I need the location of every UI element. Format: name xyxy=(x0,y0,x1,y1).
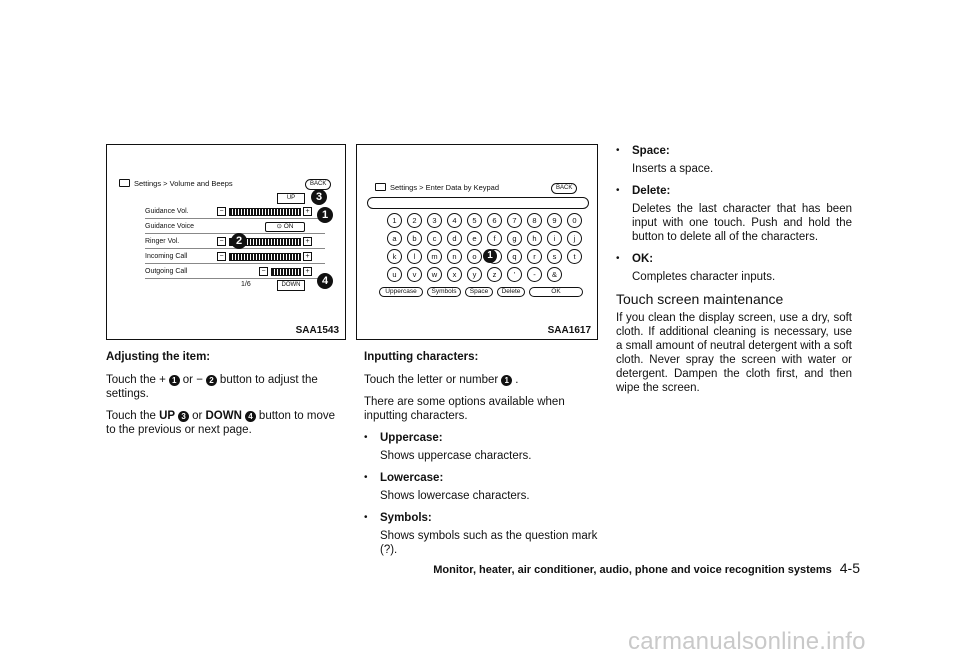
back-button: BACK xyxy=(305,179,331,190)
page-indicator: 1/6 xyxy=(241,281,251,288)
number-3-icon: 3 xyxy=(178,411,189,422)
key-row3-9: t xyxy=(567,249,582,264)
key-row2-0: a xyxy=(387,231,402,246)
key-row4-2: w xyxy=(427,267,442,282)
key-row1-7: 8 xyxy=(527,213,542,228)
number-2-icon: 2 xyxy=(206,375,217,386)
plus-icon: + xyxy=(303,207,312,216)
uppercase-button: Uppercase xyxy=(379,287,423,297)
key-row1-3: 4 xyxy=(447,213,462,228)
list-item-desc: Inserts a space. xyxy=(632,163,714,175)
key-row4-6: ' xyxy=(507,267,522,282)
key-row1-8: 9 xyxy=(547,213,562,228)
settings-icon xyxy=(119,179,130,187)
callout-4: 4 xyxy=(317,273,333,289)
list-item-desc: Completes character inputs. xyxy=(632,271,776,283)
row-guidance-vol: Guidance Vol. − + xyxy=(145,205,325,219)
list-item-desc: Shows uppercase characters. xyxy=(380,450,532,462)
list-item: • Uppercase: xyxy=(364,431,598,445)
key-row4-5: z xyxy=(487,267,502,282)
list-item: • Lowercase: xyxy=(364,471,598,485)
ok-button: OK xyxy=(529,287,583,297)
key-row1-1: 2 xyxy=(407,213,422,228)
key-row1-9: 0 xyxy=(567,213,582,228)
key-row2-3: d xyxy=(447,231,462,246)
key-row1-5: 6 xyxy=(487,213,502,228)
symbols-button: Symbols xyxy=(427,287,461,297)
down-button: DOWN xyxy=(277,280,305,291)
callout-1: 1 xyxy=(317,207,333,223)
key-row1-4: 5 xyxy=(467,213,482,228)
number-1-icon: 1 xyxy=(169,375,180,386)
back-button: BACK xyxy=(551,183,577,194)
list-item: • OK: xyxy=(616,252,852,266)
key-row4-0: u xyxy=(387,267,402,282)
key-row2-4: e xyxy=(467,231,482,246)
key-row2-5: f xyxy=(487,231,502,246)
key-row3-1: l xyxy=(407,249,422,264)
key-row4-7: - xyxy=(527,267,542,282)
callout-1: 1 xyxy=(483,249,497,263)
level-bar xyxy=(229,208,301,216)
list-item-desc: Shows lowercase characters. xyxy=(380,490,530,502)
minus-icon: − xyxy=(259,267,268,276)
plus-icon: + xyxy=(303,237,312,246)
key-row3-6: q xyxy=(507,249,522,264)
settings-icon xyxy=(375,183,386,191)
key-row4-3: x xyxy=(447,267,462,282)
key-row2-1: b xyxy=(407,231,422,246)
row-incoming-call: Incoming Call − + xyxy=(145,250,325,264)
level-bar xyxy=(271,268,301,276)
up-button: UP xyxy=(277,193,305,204)
number-1-icon: 1 xyxy=(501,375,512,386)
key-row3-7: r xyxy=(527,249,542,264)
row-outgoing-call: Outgoing Call − + xyxy=(145,265,325,279)
list-item: • Delete: xyxy=(616,184,852,198)
list-item-desc: Deletes the last character that has been input with one touch. Push and hold the button to delete all of the characters. xyxy=(632,203,852,243)
figure-volume-beeps xyxy=(106,144,346,340)
heading-adjusting: Adjusting the item: xyxy=(106,351,211,363)
paragraph-touch: Touch the letter or number 1 . xyxy=(364,374,519,386)
page-number: 4-5 xyxy=(839,560,860,576)
space-button: Space xyxy=(465,287,493,297)
row-guidance-voice: Guidance Voice ⊙ ON xyxy=(145,220,325,234)
minus-icon: − xyxy=(217,207,226,216)
screen-title: Settings > Enter Data by Keypad xyxy=(375,183,499,192)
paragraph-adjust: Touch the + 1 or − 2 button to adjust the settings. xyxy=(106,374,318,400)
key-row4-1: v xyxy=(407,267,422,282)
screen-title: Settings > Volume and Beeps xyxy=(119,179,233,188)
level-bar xyxy=(229,253,301,261)
callout-3: 3 xyxy=(311,189,327,205)
paragraph-maintenance: If you clean the display screen, use a dry, soft cloth. If additional cleaning is necessary, use a small amount of neutral detergent with a soft cloth. Never spray the screen with water or detergent. Dampen the cloth first, and then wipe the screen. xyxy=(616,312,852,394)
paragraph-page: Touch the UP 3 or DOWN 4 button to move to the previous or next page. xyxy=(106,410,335,436)
key-row2-8: i xyxy=(547,231,562,246)
list-item: • Space: xyxy=(616,144,852,158)
paragraph-options: There are some options available when inputting characters. xyxy=(364,396,565,422)
minus-icon: − xyxy=(217,237,226,246)
key-row4-8: & xyxy=(547,267,562,282)
key-row2-7: h xyxy=(527,231,542,246)
number-4-icon: 4 xyxy=(245,411,256,422)
key-row1-6: 7 xyxy=(507,213,522,228)
figure-keypad xyxy=(356,144,598,340)
plus-icon: + xyxy=(303,267,312,276)
key-row1-0: 1 xyxy=(387,213,402,228)
heading-inputting: Inputting characters: xyxy=(364,351,479,363)
column-right xyxy=(616,144,852,403)
key-row4-4: y xyxy=(467,267,482,282)
key-row3-3: n xyxy=(447,249,462,264)
minus-icon: − xyxy=(217,252,226,261)
section-heading: Touch screen maintenance xyxy=(616,291,784,307)
key-row1-2: 3 xyxy=(427,213,442,228)
text-input-field xyxy=(367,197,589,209)
page-footer: Monitor, heater, air conditioner, audio, phone and voice recognition systems 4-5 xyxy=(433,560,860,576)
key-row3-8: s xyxy=(547,249,562,264)
plus-icon: + xyxy=(303,252,312,261)
on-toggle: ⊙ ON xyxy=(265,222,305,232)
watermark: carmanualsonline.info xyxy=(628,628,866,655)
list-item-desc: Shows symbols such as the question mark (?). xyxy=(380,530,598,556)
column-left xyxy=(106,350,346,445)
key-row2-2: c xyxy=(427,231,442,246)
key-row3-2: m xyxy=(427,249,442,264)
key-row3-4: o xyxy=(467,249,482,264)
delete-button: Delete xyxy=(497,287,525,297)
figure-code: SAA1617 xyxy=(547,325,591,336)
list-item: • Symbols: xyxy=(364,511,598,525)
column-middle xyxy=(364,350,598,565)
key-row2-9: j xyxy=(567,231,582,246)
volume-screen xyxy=(117,179,341,291)
callout-2: 2 xyxy=(231,233,247,249)
row-ringer-vol: Ringer Vol. − + xyxy=(145,235,325,249)
figure-code: SAA1543 xyxy=(295,325,339,336)
key-row2-6: g xyxy=(507,231,522,246)
key-row3-0: k xyxy=(387,249,402,264)
